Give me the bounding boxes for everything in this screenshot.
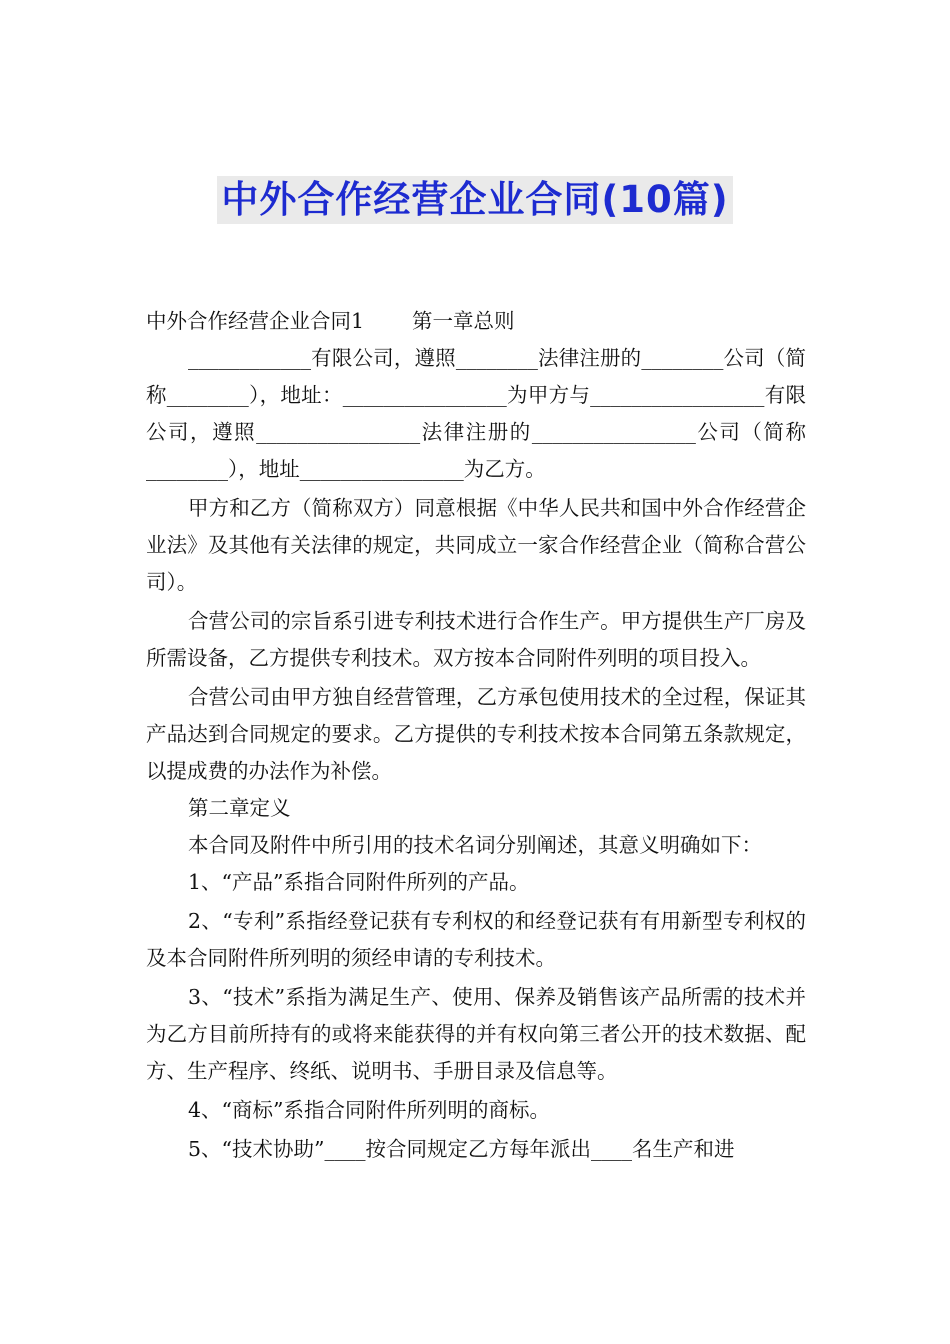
chapter-heading: 第一章总则 <box>412 309 515 333</box>
definition-item-product: 1、“产品”系指合同附件所列的产品。 <box>188 870 530 894</box>
contract-name: 中外合作经营企业合同1 <box>146 309 365 333</box>
first-line <box>146 303 806 340</box>
paragraph-purpose: 合营公司的宗旨系引进专利技术进行合作生产。甲方提供生产厂房及所需设备，乙方提供专利技术。双方按本合同附件列明的项目投入。 <box>146 609 806 670</box>
definition-item-patent: 2、“专利”系指经登记获有专利权的和经登记获有有用新型专利权的及本合同附件所列明的须经申请的专利技术。 <box>146 909 806 970</box>
paragraph-parties: ____________有限公司，遵照________法律注册的________公司（简称________），地址：________________为甲方与_________________有限公司，遵照________________法律注册的________________公司（简称________），地址________________为乙方。 <box>146 346 806 481</box>
paragraph-agreement: 甲方和乙方（简称双方）同意根据《中华人民共和国中外合作经营企业法》及其他有关法律的规定，共同成立一家合作经营企业（简称合营公司）。 <box>146 496 806 594</box>
paragraph-definitions-intro: 本合同及附件中所引用的技术名词分别阐述，其意义明确如下： <box>188 833 762 857</box>
title-container <box>0 176 950 224</box>
paragraph-management: 合营公司由甲方独自经营管理，乙方承包使用技术的全过程，保证其产品达到合同规定的要求。乙方提供的专利技术按本合同第五条款规定，以提成费的办法作为补偿。 <box>146 685 806 783</box>
document-title: 中外合作经营企业合同(10篇) <box>217 176 732 224</box>
definition-item-technology: 3、“技术”系指为满足生产、使用、保养及销售该产品所需的技术并为乙方目前所持有的或将来能获得的并有权向第三者公开的技术数据、配方、生产程序、终纸、说明书、手册目录及信息等。 <box>146 985 806 1083</box>
definition-item-assistance: 5、“技术协助”____按合同规定乙方每年派出____名生产和进 <box>188 1137 735 1161</box>
definition-item-trademark: 4、“商标”系指合同附件所列明的商标。 <box>188 1098 551 1122</box>
chapter-two-heading: 第二章定义 <box>188 796 291 820</box>
document-body <box>146 303 806 1168</box>
